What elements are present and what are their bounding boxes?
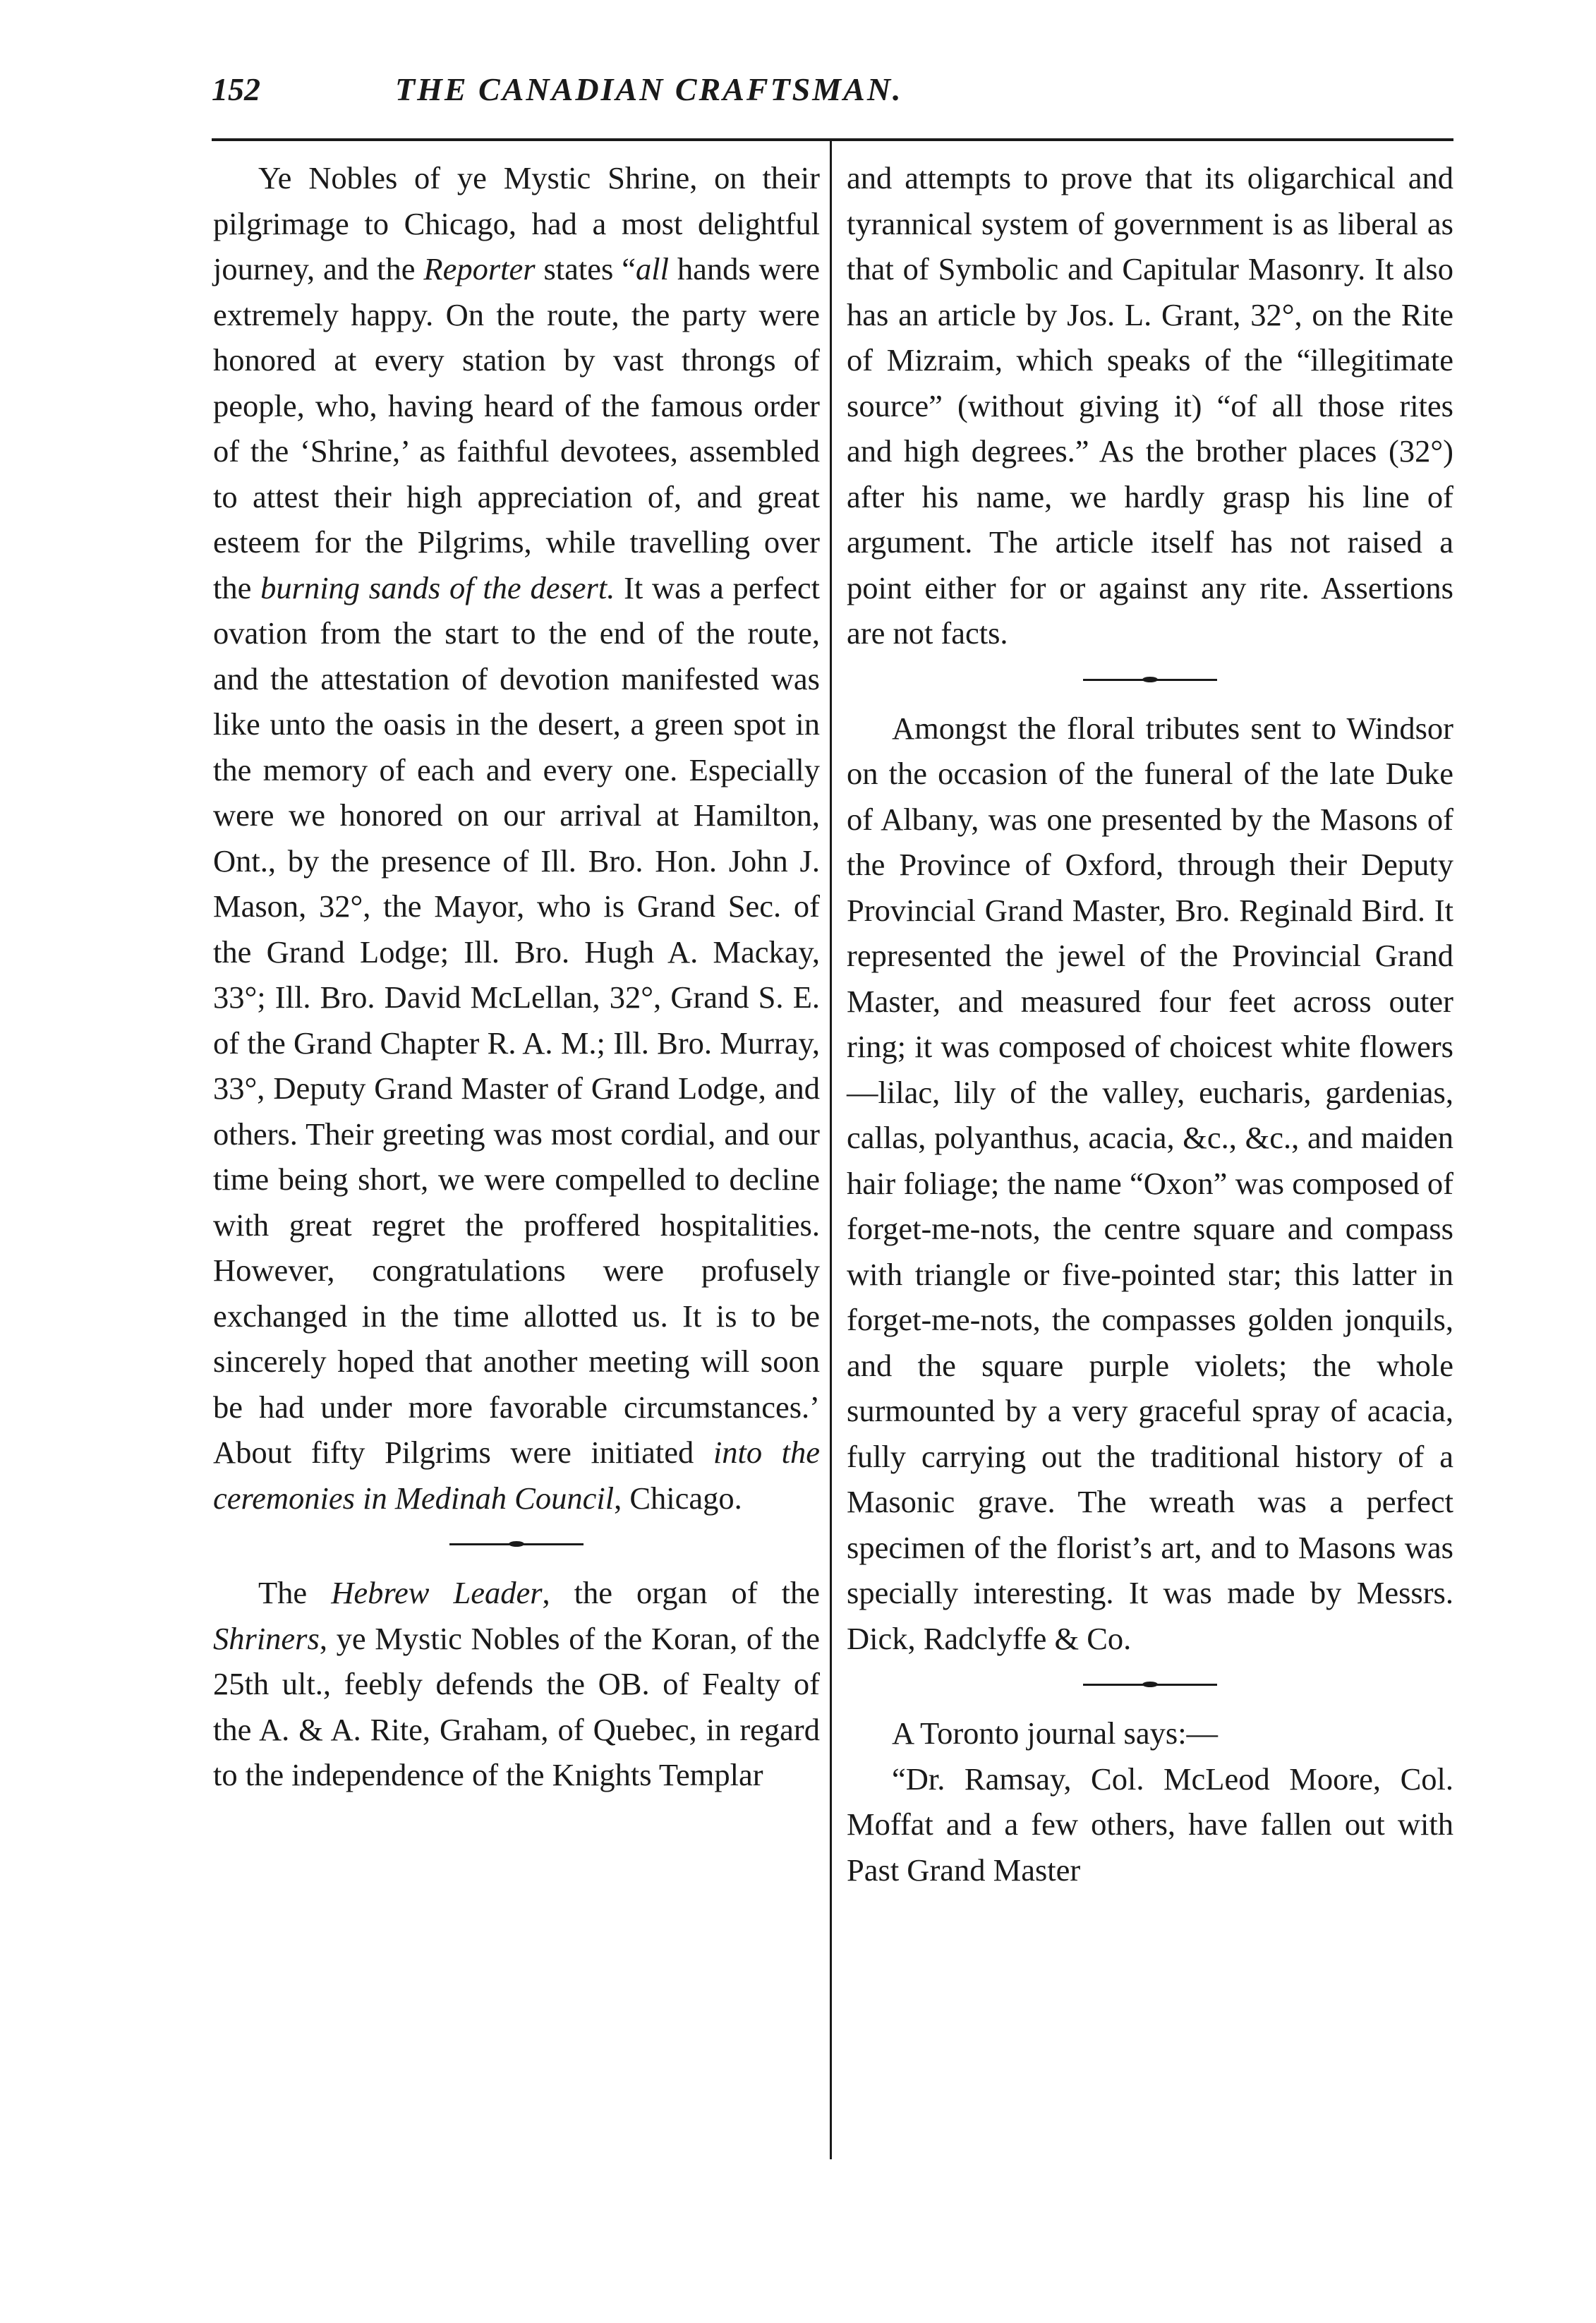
- section-divider: [847, 1661, 1453, 1710]
- running-title: THE CANADIAN CRAFTSMAN.: [395, 71, 903, 107]
- page-header: [212, 71, 1453, 134]
- toronto-journal-quote: “Dr. Ramsay, Col. McLeod Moore, Col. Moffat and a few others, have fallen out with Past Grand Master: [847, 1761, 1453, 1888]
- left-column: [213, 155, 820, 1798]
- hebrew-leader-continuation: and attempts to prove that its oligarchical and tyrannical system of government is as liberal as that of Symbolic and Capitular Masonry. It also has an article by Jos. L. Grant, 32°, on the Rite of Mizraim, which speaks of the “illegitimate source” (without giving it) “of all those rites and high degrees.” As the brother places (32°) after his name, we hardly grasp his line of argument. The article itself has not raised a point either for or against any rite. Assertions are not facts.: [847, 160, 1453, 651]
- floral-tributes-paragraph: Amongst the floral tributes sent to Windsor on the occasion of the funeral of the late Duke of Albany, was one presented by the Masons of the Province of Oxford, through their Deputy Provincial Grand Master, Bro. Reginald Bird. It represented the jewel of the Provincial Grand Master, and measured four feet across outer ring; it was composed of choicest white flowers—lilac, lily of the valley, eucharis, gardenias, callas, polyanthus, acacia, &c., &c., and maiden hair foliage; the name “Oxon” was composed of forget-me-nots, the centre square and compass with triangle or five-pointed star; this latter in forget-me-nots, the compasses golden jonquils, and the square purple violets; the whole surmounted by a very graceful spray of acacia, fully carrying out the traditional history of a Masonic grave. The wreath was a perfect specimen of the florist’s art, and to Masons was specially interesting. It was made by Messrs. Dick, Radclyffe & Co.: [847, 710, 1453, 1656]
- shrine-pilgrimage-paragraph: Ye Nobles of ye Mystic Shrine, on their pilgrimage to Chicago, had a most delightful journey, and the Reporter states “all hands were extremely happy. On the route, the party were honored at every station by vast throngs of people, who, having heard of the famous order of the ‘Shrine,’ as faithful devotees, assembled to attest their high appreciation of, and great esteem for the Pilgrims, while travelling over the burning sands of the desert. It was a perfect ovation from the start to the end of the route, and the attestation of devotion manifested was like unto the oasis in the desert, a green spot in the memory of each and every one. Especially were we honored on our arrival at Hamilton, Ont., by the presence of Ill. Bro. Hon. John J. Mason, 32°, the Mayor, who is Grand Sec. of the Grand Lodge; Ill. Bro. Hugh A. Mackay, 33°; Ill. Bro. David McLellan, 32°, Grand S. E. of the Grand Chapter R. A. M.; Ill. Bro. Murray, 33°, Deputy Grand Master of Grand Lodge, and others. Their greeting was most cordial, and our time being short, we were compelled to decline with great regret the proffered hospitalities. However, congratulations were profusely exchanged in the time allotted us. It is to be sincerely hoped that another meeting will soon be had under more favorable circumstances.’ About fifty Pilgrims were initiated into the ceremonies in Medinah Council, Chicago.: [213, 160, 821, 1516]
- right-column: [847, 155, 1453, 1893]
- page-number: 152: [212, 71, 260, 107]
- section-divider: [213, 1521, 820, 1570]
- hebrew-leader-paragraph: The Hebrew Leader, the organ of the Shriners, ye Mystic Nobles of the Koran, of the 25th ult., feebly defends the OB. of Fealty of the A. & A. Rite, Graham, of Quebec, in regard to the independence of the Knights Templar: [213, 1575, 821, 1792]
- column-rule: [830, 141, 832, 2159]
- toronto-journal-intro: A Toronto journal says:—: [892, 1715, 1219, 1751]
- header-rule: [212, 138, 1453, 141]
- section-divider: [847, 656, 1453, 706]
